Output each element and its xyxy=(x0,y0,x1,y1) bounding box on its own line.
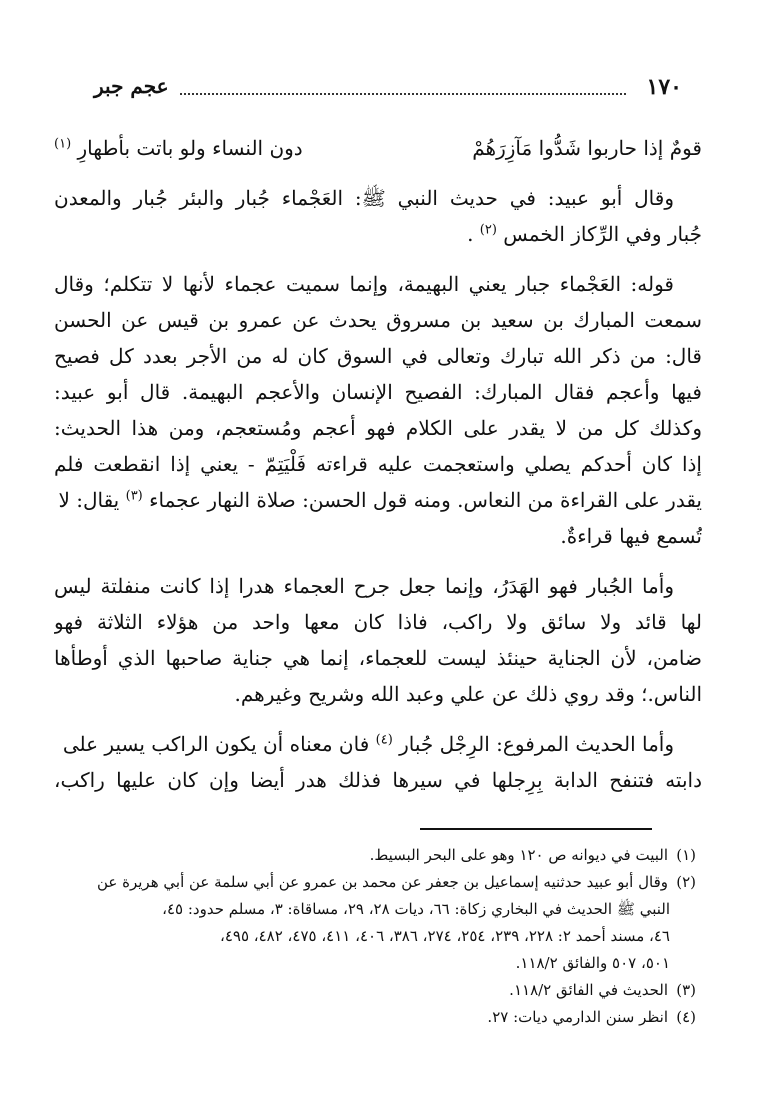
text-line: وكذلك كل من لا يقدر على الكلام فهو أعجم ومُستعجم، ومن هذا الحديث: xyxy=(54,416,702,440)
footnote-2: (٢)وقال أبو عبيد حدثنيه إسماعيل بن جعفر عن محمد بن عمرو عن أبي سلمة عن أبي هريرة عن xyxy=(96,873,696,891)
text-line: تُسمع فيها قراءةٌ. xyxy=(560,524,702,548)
footnote-2-line-3: ٤٦، مسند أحمد ٢: ٢٢٨، ٢٣٩، ٢٥٤، ٢٧٤، ٣٨٦، ٤٠٦، ٤١١، ٤٧٥، ٤٨٢، ٤٩٥، xyxy=(219,927,670,945)
paragraph-abu-ubaid xyxy=(54,180,702,252)
running-header xyxy=(94,74,682,104)
footnote-4: (٤)انظر سنن الدارمي ديات: ٢٧. xyxy=(487,1008,696,1026)
paragraph-ajma-meaning xyxy=(54,266,702,554)
text-line: يقدر على القراءة من النعاس. ومنه قول الحسن: صلاة النهار عجماء $^{(٣)}$ يقال: لا xyxy=(58,488,702,512)
text-line: فيها وأعجم فقال المبارك: الفصيح الإنسان والأعجم البهيمة. قال أبو عبيد: xyxy=(54,380,702,404)
text-line: لها قائد ولا سائق ولا راكب، فاذا كان معها واحد من هؤلاء الثلاثة فهو xyxy=(54,610,702,634)
header-title: عجم جبر xyxy=(94,74,169,98)
text-line: وقال أبو عبيد: في حديث النبي ﷺ: العَجْماء جُبار والبئر جُبار والمعدن xyxy=(54,186,674,210)
text-line: وأما الجُبار فهو الهَدَرُ، وإنما جعل جرح العجماء هدرا إذا كانت منفلتة ليس xyxy=(54,574,674,598)
text-line: قوله: العَجْماء جبار يعني البهيمة، وإنما سميت عجماء لأنها لا تتكلم؛ وقال xyxy=(54,272,674,296)
footnote-ref: (١) xyxy=(54,136,72,152)
text-line: وأما الحديث المرفوع: الرِجْل جُبار $^{(٤)}$ فان معناه أن يكون الراكب يسير على xyxy=(62,732,674,756)
text-line: دابته فتنفح الدابة بِرِجلها في سيرها فذلك هدر أيضا وإن كان عليها راكب، xyxy=(54,768,702,792)
main-text xyxy=(54,130,702,798)
footnotes xyxy=(58,842,696,1031)
paragraph-marfu-hadith xyxy=(54,726,702,798)
footnote-1: (١)البيت في ديوانه ص ١٢٠ وهو على البحر البسيط. xyxy=(369,846,696,864)
paragraph-jubar-meaning xyxy=(54,568,702,712)
poem-verse xyxy=(54,130,702,166)
footnote-2-line-2: النبي ﷺ الحديث في البخاري زكاة: ٦٦، ديات ٢٨، ٢٩، مساقاة: ٣، مسلم حدود: ٤٥، xyxy=(162,900,670,918)
text-line: سمعت المبارك بن سعيد بن مسروق يحدث عن عمرو بن قيس عن الحسن xyxy=(54,308,702,332)
footnote-ref: (٤) xyxy=(375,732,393,748)
footnote-3: (٣)الحديث في الفائق ١١٨/٢. xyxy=(509,981,696,999)
footnote-ref: (٣) xyxy=(125,488,143,504)
header-leader-dots xyxy=(180,93,626,95)
footnote-ref: (٢) xyxy=(479,222,497,238)
text-line: ضامن، لأن الجناية حينئذ ليست للعجماء، إنما هي جناية صاحبها الذي أوطأها xyxy=(54,646,702,670)
verse-hemistich-2: دون النساء ولو باتت بأطهارِ $^{(١)}$ xyxy=(54,136,303,160)
page-number: ١٧٠ xyxy=(646,74,682,100)
verse-hemistich-1: قومٌ إذا حاربوا شَدُّوا مَآزِرَهُمْ xyxy=(472,136,702,160)
footnote-2-line-4: ٥٠١، ٥٠٧ والفائق ١١٨/٢. xyxy=(515,954,670,972)
text-line: إذا كان أحدكم يصلي واستعجمت عليه قراءته فَلْيَتِمّ - يعني إذا انقطعت فلم xyxy=(54,452,702,476)
text-line: الناس.؛ وقد روي ذلك عن علي وعبد الله وشريح وغيرهم. xyxy=(234,682,702,706)
footnote-separator xyxy=(420,828,652,830)
text-line: قال: من ذكر الله تبارك وتعالى في السوق كان له من الأجر بعدد كل فصيح xyxy=(54,344,702,368)
text-line: جُبار وفي الرِّكاز الخمس $^{(٢)}$ . xyxy=(467,222,702,246)
